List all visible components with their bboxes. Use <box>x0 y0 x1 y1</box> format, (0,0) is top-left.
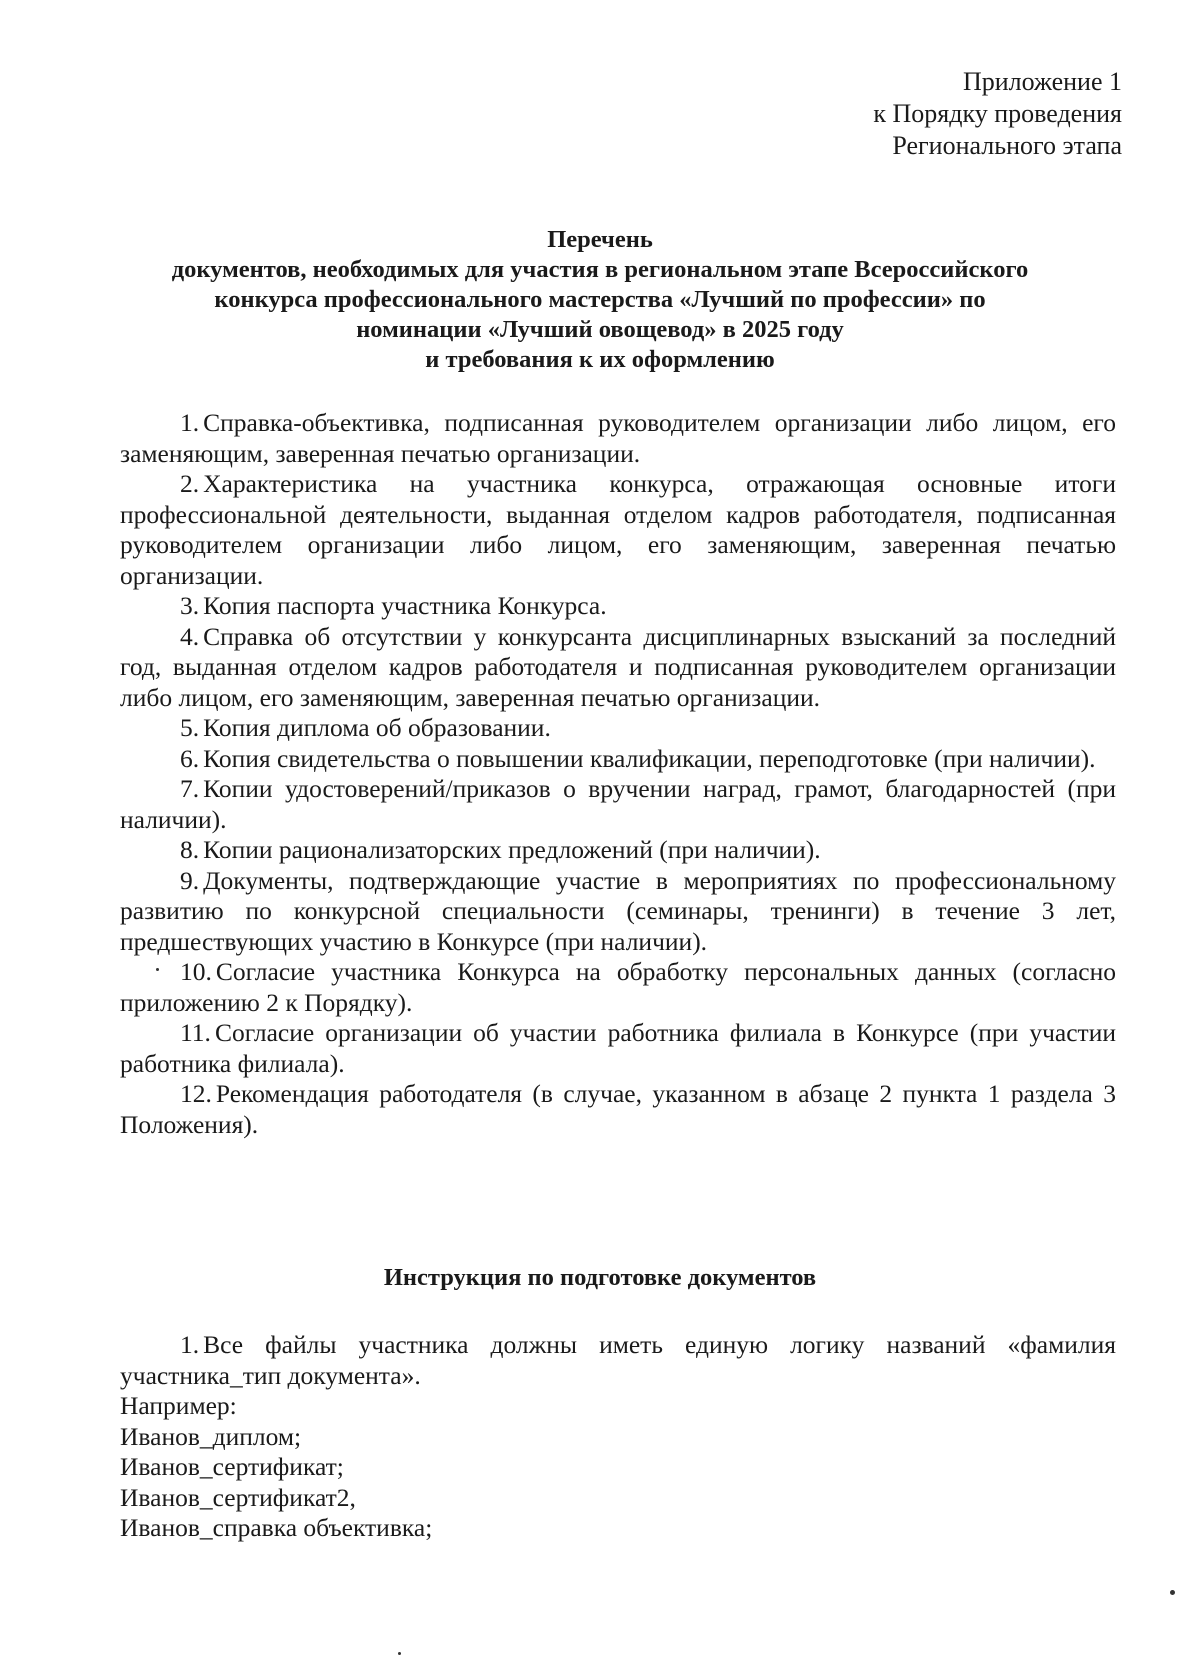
title-line: Перечень <box>547 226 653 253</box>
item-text: Копия диплома об образовании. <box>203 713 551 742</box>
item-number: 3. <box>180 591 200 620</box>
documents-list <box>120 408 1116 1140</box>
example-filename: Иванов_сертификат; <box>120 1452 344 1481</box>
item-number: 9. <box>180 865 200 895</box>
item-number: 4. <box>180 621 200 651</box>
example-filename: Иванов_сертификат2, <box>120 1482 356 1512</box>
item-text: Копия паспорта участника Конкурса. <box>203 591 607 620</box>
item-text: Копии рационализаторских предложений (при наличии). <box>203 835 821 864</box>
item-number: 1. <box>180 408 200 437</box>
title-line: конкурса профессионального мастерства «Лучший по профессии» по <box>214 286 986 313</box>
instructions-body <box>120 1330 1116 1544</box>
item-text: Характеристика на участника конкурса, отражающая основные итоги профессиональной деятельности, выданная отделом кадров работодателя, подписанная руководителем организации либо лицом, его заменяющим, заверенная печатью организации. <box>120 469 1116 590</box>
item-number: 2. <box>180 469 200 498</box>
list-item <box>120 835 1116 866</box>
list-item <box>120 1018 1116 1079</box>
appendix-line: Приложение 1 <box>962 67 1122 96</box>
list-item <box>120 957 1116 1018</box>
example-filename: Иванов_диплом; <box>120 1421 302 1451</box>
item-text: Справка-объективка, подписанная руководителем организации либо лицом, его заменяющим, заверенная печатью организации. <box>120 408 1116 468</box>
document-title <box>100 225 1100 375</box>
list-item <box>120 866 1116 958</box>
item-text: Документы, подтверждающие участие в мероприятиях по профессиональному развитию по конкурсной специальности (семинары, тренинги) в течение 3 лет, предшествующих участию в Конкурсе (при наличии). <box>120 865 1116 956</box>
item-number: 12. <box>180 1079 212 1108</box>
title-line: номинации «Лучший овощевод» в 2025 году <box>356 316 844 343</box>
item-number: 10. <box>180 957 212 986</box>
example-filename: Иванов_справка объективка; <box>120 1513 433 1542</box>
item-number: 6. <box>180 743 200 773</box>
item-number: 11. <box>180 1018 211 1047</box>
example-label: Например: <box>120 1391 237 1420</box>
item-text: Согласие организации об участии работника филиала в Конкурсе (при участии работника филиала). <box>120 1018 1116 1078</box>
list-item <box>120 591 1116 622</box>
list-item <box>120 713 1116 744</box>
scan-speck <box>156 968 159 971</box>
item-text: Рекомендация работодателя (в случае, указанном в абзаце 2 пункта 1 раздела 3 Положения). <box>120 1079 1116 1139</box>
instructions-title: Инструкция по подготовке документов <box>383 1264 817 1291</box>
appendix-line: к Порядку проведения <box>873 99 1122 128</box>
item-number: 7. <box>180 774 200 803</box>
item-number: 5. <box>180 713 200 742</box>
title-line: и требования к их оформлению <box>425 346 775 373</box>
item-text: Справка об отсутствии у конкурсанта дисциплинарных взысканий за последний год, выданная отделом кадров работодателя и подписанная руководителем организации либо лицом, его заменяющим, заверенная печатью организации. <box>120 621 1116 712</box>
item-text: Все файлы участника должны иметь единую логику названий «фамилия участника_тип документа». <box>120 1330 1116 1390</box>
scan-speck <box>1170 1590 1175 1595</box>
item-number: 8. <box>180 835 200 864</box>
list-item <box>120 622 1116 714</box>
scan-speck <box>398 1652 401 1655</box>
item-text: Копии удостоверений/приказов о вручении наград, грамот, благодарностей (при наличии). <box>120 774 1116 834</box>
item-text: Копия свидетельства о повышении квалификации, переподготовке (при наличии). <box>203 743 1096 773</box>
item-number: 1. <box>180 1330 200 1359</box>
appendix-header <box>873 66 1122 162</box>
title-line: документов, необходимых для участия в региональном этапе Всероссийского <box>171 256 1029 283</box>
list-item <box>120 744 1116 775</box>
appendix-line: Регионального этапа <box>892 131 1122 160</box>
item-text: Согласие участника Конкурса на обработку персональных данных (согласно приложению 2 к Порядку). <box>120 957 1116 1017</box>
list-item <box>120 469 1116 591</box>
list-item <box>120 1079 1116 1140</box>
instruction-item <box>120 1330 1116 1391</box>
list-item <box>120 774 1116 835</box>
list-item <box>120 408 1116 469</box>
